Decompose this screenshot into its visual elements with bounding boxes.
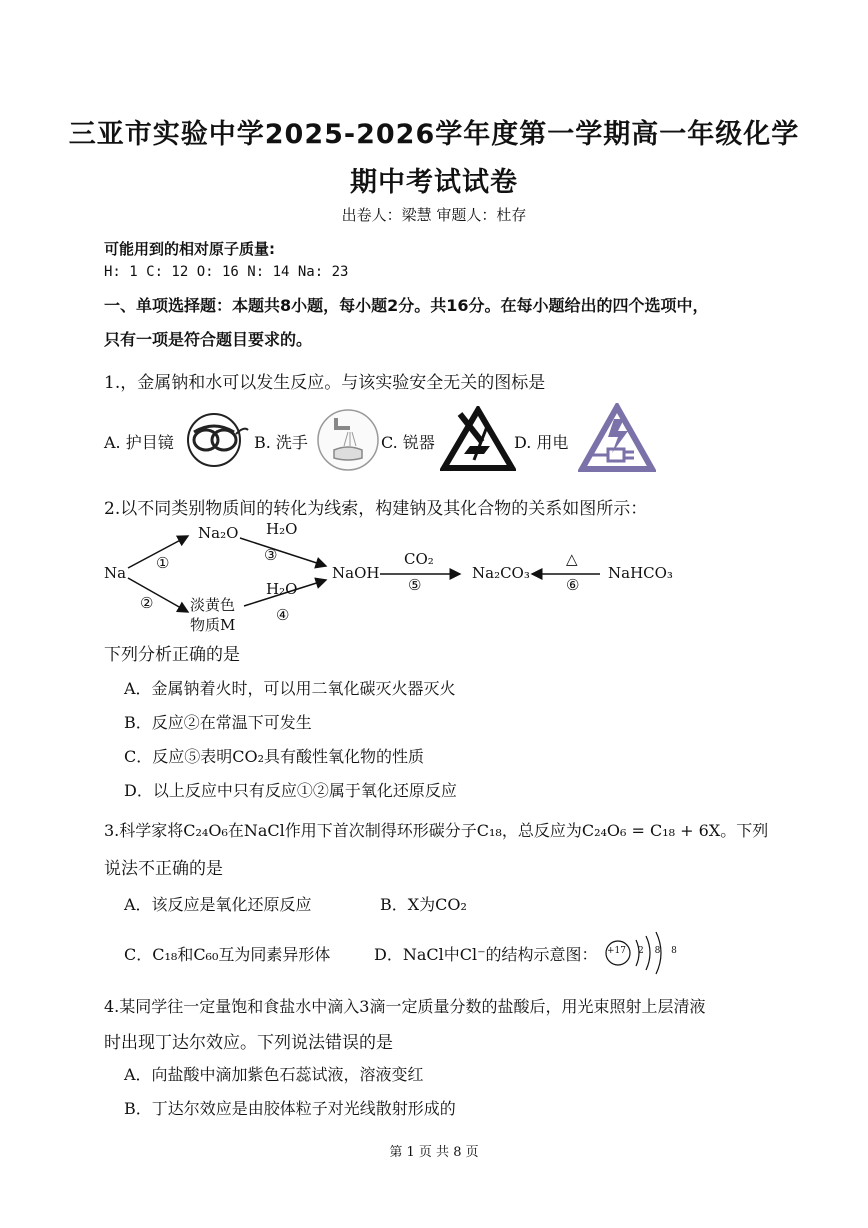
q2-option-d: D．以上反应中只有反应①②属于氧化还原反应 [124, 781, 457, 800]
co2-label: CO₂ [404, 550, 434, 568]
q1-stem: 1.，金属钠和水可以发生反应。与该实验安全无关的图标是 [104, 373, 546, 393]
section-heading-line2: 只有一项是符合题目要求的。 [104, 330, 313, 349]
atomic-mass-values: H: 1 C: 12 O: 16 N: 14 Na: 23 [104, 264, 349, 280]
page-title-line2: 期中考试试卷 [350, 167, 518, 198]
q2-option-a: A．金属钠着火时，可以用二氧化碳灭火器灭火 [124, 679, 456, 698]
section-heading: 一、单项选择题：本题共8小题，每小题2分。共16分。在每小题给出的四个选项中， [104, 296, 709, 315]
step-1-label: ① [156, 554, 170, 572]
authors-line: 出卷人：梁慧 审题人：杜存 [341, 206, 527, 224]
step-4-label: ④ [276, 606, 290, 624]
q4-stem-line2: 时出现丁达尔效应。下列说法错误的是 [104, 1033, 393, 1053]
q3-stem: 3.科学家将C₂₄O₆在NaCl作用下首次制得环形碳分子C₁₈，总反应为C₂₄O₆ = C₁₈ + 6X。下列 [104, 821, 769, 840]
q1-option-b: B. 洗手 [254, 433, 308, 452]
q3-option-c: C．C₁₈和C₆₀互为同素异形体 [124, 945, 331, 964]
cl-nucleus-charge: +17 [607, 946, 626, 956]
nahco3-label: NaHCO₃ [608, 564, 673, 582]
yellow-substance-label: 淡黄色 [190, 596, 236, 614]
atomic-mass-label: 可能用到的相对原子质量: [104, 240, 275, 258]
q2-option-c: C．反应⑤表明CO₂具有酸性氧化物的性质 [124, 747, 425, 766]
naoh-label: NaOH [332, 564, 380, 582]
step-2-label: ② [140, 594, 154, 612]
heat-label: △ [566, 550, 578, 568]
q4-option-a: A．向盐酸中滴加紫色石蕊试液，溶液变红 [124, 1065, 424, 1084]
q3-option-b: B．X为CO₂ [380, 895, 467, 914]
step-5-label: ⑤ [408, 576, 422, 594]
sharp-objects-icon [440, 406, 516, 472]
na2co3-label: Na₂CO₃ [472, 564, 530, 582]
q4-stem: 4.某同学往一定量饱和食盐水中滴入3滴一定质量分数的盐酸后，用光束照射上层清液 [104, 997, 706, 1016]
q1-option-c: C. 锐器 [381, 433, 435, 452]
cl-electron-shells: 2 8 8 [638, 946, 681, 956]
step-3-label: ③ [264, 546, 278, 564]
page-title: 三亚市实验中学2025-2026学年度第一学期高一年级化学 [68, 119, 800, 150]
na2o-label: Na₂O [198, 524, 239, 542]
h2o-top-label: H₂O [266, 520, 298, 538]
q1-option-d: D. 用电 [514, 433, 569, 452]
q2-prompt: 下列分析正确的是 [104, 645, 240, 665]
goggles-icon [182, 410, 250, 470]
electrical-hazard-icon [578, 403, 656, 473]
h2o-bottom-label: H₂O [266, 580, 298, 598]
q1-option-a: A. 护目镜 [104, 433, 174, 452]
hand-wash-icon [316, 408, 380, 472]
substance-m-label: 物质M [190, 616, 236, 634]
q4-option-b: B．丁达尔效应是由胶体粒子对光线散射形成的 [124, 1099, 456, 1118]
q3-stem-line2: 说法不正确的是 [104, 859, 223, 879]
q2-option-b: B．反应②在常温下可发生 [124, 713, 312, 732]
cl-ion-structure-diagram [604, 928, 681, 978]
na-label: Na [104, 564, 127, 582]
q2-stem: 2.以不同类别物质间的转化为线索，构建钠及其化合物的关系如图所示： [104, 499, 648, 519]
page-number-footer: 第 1 页 共 8 页 [389, 1145, 479, 1160]
q2-reaction-diagram [100, 516, 700, 634]
q3-option-d: D．NaCl中Cl⁻的结构示意图： [374, 945, 598, 964]
step-6-label: ⑥ [566, 576, 580, 594]
q3-option-a: A．该反应是氧化还原反应 [124, 895, 312, 914]
